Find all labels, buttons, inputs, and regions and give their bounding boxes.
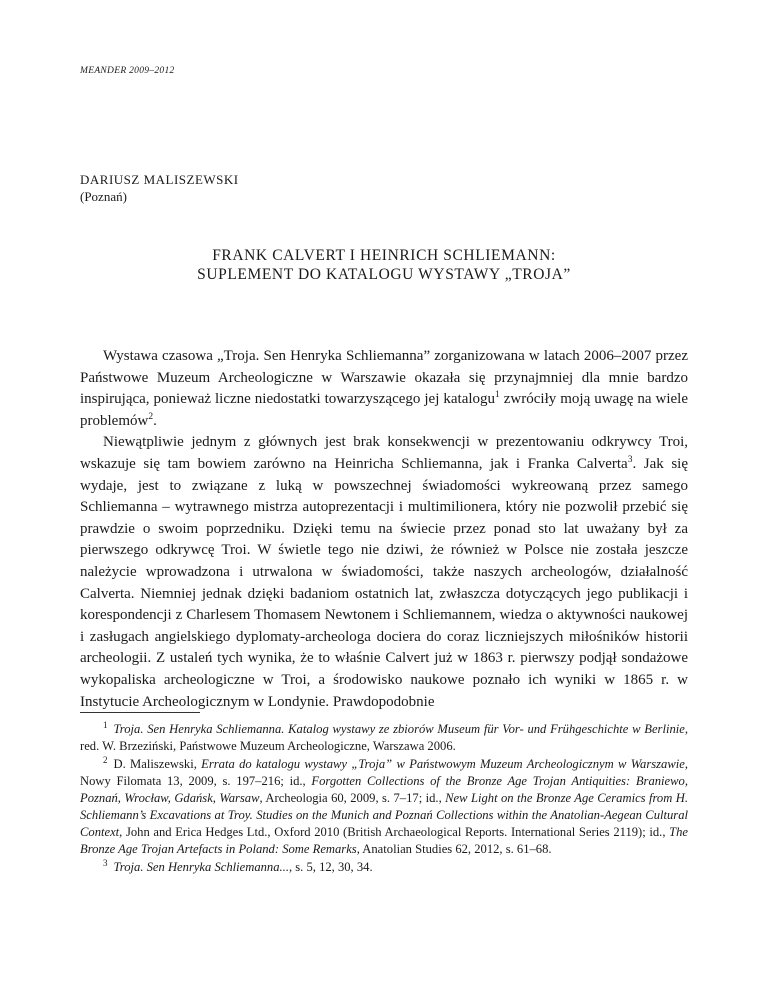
author-name: DARIUSZ MALISZEWSKI — [80, 172, 239, 187]
footnote-2-title-4: The Bronze Age Trojan Artefacts in Poland: Some Remarks — [80, 825, 688, 856]
paragraph-1-text-c: . — [153, 412, 157, 429]
footnote-1-text: , red. W. Brzeziński, Państwowe Muzeum Archeologiczne, Warszawa 2006. — [80, 722, 688, 753]
paragraph-1 — [80, 346, 688, 432]
footnote-2 — [80, 756, 688, 858]
article-title — [80, 246, 688, 284]
footnote-2-text-5: , Anatolian Studies 62, 2012, s. 61–68. — [356, 842, 552, 856]
author-affiliation: (Poznań) — [80, 189, 127, 204]
footnote-separator — [80, 712, 200, 713]
footnotes — [80, 721, 688, 877]
paragraph-1-text-b: zwróciły moją uwagę na wiele problemów — [80, 391, 688, 429]
footnote-2-title-2: Forgotten Collections of the Bronze Age Trojan Antiquities: Braniewo, Poznań, Wrocław, Gdańsk, Warsaw — [80, 774, 688, 805]
footnote-ref-1[interactable]: 1 — [495, 390, 500, 401]
footnote-2-text-1: D. Maliszewski, — [113, 757, 202, 771]
footnote-1 — [80, 721, 688, 755]
footnote-ref-3[interactable]: 3 — [627, 454, 633, 465]
footnote-3-title: Troja. Sen Henryka Schliemanna... — [113, 860, 289, 874]
footnote-2-text-3: , Archeologia 60, 2009, s. 7–17; id., — [259, 791, 446, 805]
footnote-2-text-4: , John and Erica Hedges Ltd., Oxford 2010 (British Archaeological Reports. International Series 2119); id., — [119, 825, 670, 839]
footnote-3 — [80, 859, 688, 876]
title-line-2: SUPLEMENT DO KATALOGU WYSTAWY „TROJA” — [197, 266, 571, 283]
footnote-2-text-2: , Nowy Filomata 13, 2009, s. 197–216; id., — [80, 757, 688, 788]
footnote-ref-2[interactable]: 2 — [148, 411, 154, 422]
footnote-1-title: Troja. Sen Henryka Schliemanna. Katalog wystawy ze zbiorów Museum für Vor- und Frühgeschichte w Berlinie — [113, 722, 685, 736]
body-text — [80, 346, 688, 713]
footnote-number: 2 — [103, 754, 108, 765]
footnote-number: 3 — [103, 857, 108, 868]
footnote-3-text: , s. 5, 12, 30, 34. — [288, 860, 373, 874]
paragraph-2-text-b: . Jak się wydaje, jest to związane z luką w powszechnej świadomości wykreowaną przez samego Schliemanna – wytrawnego mistrza autoprezentacji i multimilionera, który nie pozwolił przebić się prawdzie o swoim poprzedniku. Dzięki temu na świecie przez ponad sto lat uważany był za pierwszego odkrywcę Troi. W świetle tego nie dziwi, że również w Polsce nie została jeszcze należycie wprowadzona i utrwalona w świadomości, także naszych archeologów, działalność Calverta. Niemniej jednak dzięki badaniom ostatnich lat, zwłaszcza dotyczących jego publikacji i korespondencji z Charlesem Thomasem Newtonem i Schliemannem, wiedza o aktywności naukowej i zasługach angielskiego dyplomaty-archeologa dociera do coraz liczniejszych miłośników historii archeologii. Z ustaleń tych wynika, że to właśnie Calvert już w 1863 r. pierwszy podjął sondażowe wykopaliska archeologiczne w Troi, a środowisko naukowe poznało ich wyniki w 1865 r. w Instytucie Archeologicznym w Londynie. Prawdopodobnie — [80, 455, 688, 710]
footnote-2-title-3: New Light on the Bronze Age Ceramics from H. Schliemann’s Excavations at Troy. Studies on the Munich and Poznań Collections within the Anatolian-Aegean Cultural Context — [80, 791, 688, 839]
paragraph-2-text-a: Niewątpliwie jednym z głównych jest brak konsekwencji w prezentowaniu odkrywcy Troi, wskazuje się tam bowiem zarówno na Heinricha Schliemanna, jak i Franka Calverta — [80, 434, 688, 472]
footnote-2-title-1: Errata do katalogu wystawy „Troja” w Państwowym Muzeum Archeologicznym w Warszawie — [201, 757, 685, 771]
footnote-number: 1 — [103, 719, 108, 730]
paragraph-2 — [80, 432, 688, 713]
title-line-1: FRANK CALVERT I HEINRICH SCHLIEMANN: — [212, 247, 556, 264]
running-head: MEANDER 2009–2012 — [80, 66, 175, 76]
paragraph-1-text-a: Wystawa czasowa „Troja. Sen Henryka Schliemanna” zorganizowana w latach 2006–2007 przez Państwowe Muzeum Archeologiczne w Warszawie okazała się przynajmniej dla mnie bardzo inspirująca, ponieważ liczne niedostatki towarzyszącego jej katalogu — [80, 348, 688, 408]
